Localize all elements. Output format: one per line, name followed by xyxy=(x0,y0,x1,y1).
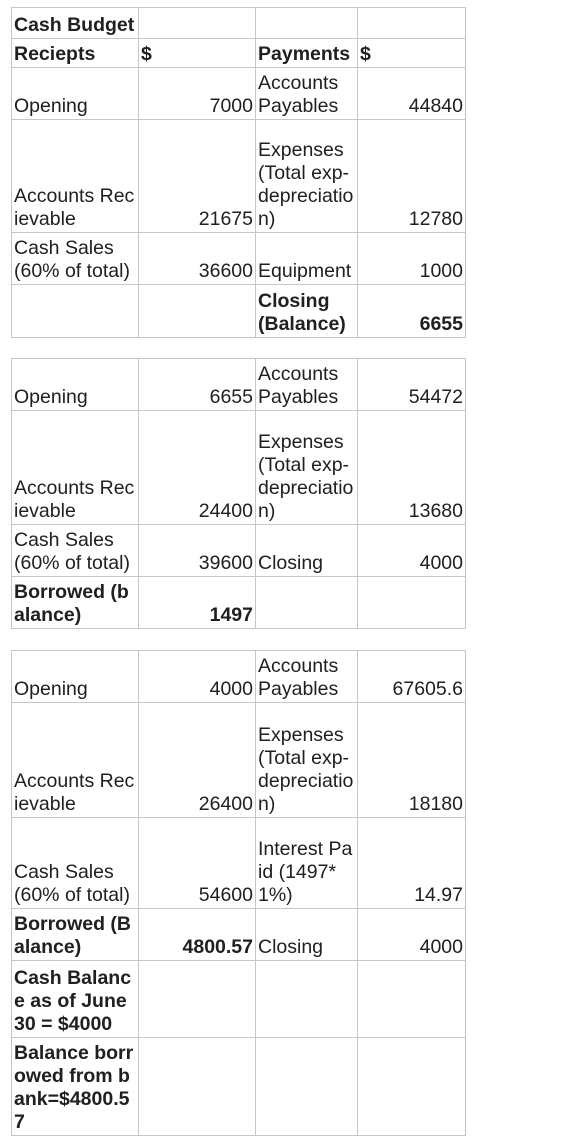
table-row xyxy=(12,525,466,577)
cell[interactable]: Accounts Payables xyxy=(256,68,358,120)
cell[interactable]: 1000 xyxy=(358,233,466,285)
table-row xyxy=(12,359,466,411)
cell[interactable]: 7000 xyxy=(139,68,256,120)
cell[interactable]: 12780 xyxy=(358,120,466,233)
table-row xyxy=(12,285,466,338)
cell[interactable]: Balance borrowed from bank=$4800.57 xyxy=(12,1038,139,1136)
cell[interactable]: Cash Budget xyxy=(12,8,139,39)
cell[interactable]: 4800.57 xyxy=(139,909,256,961)
cell[interactable]: 4000 xyxy=(358,525,466,577)
cell[interactable]: 14.97 xyxy=(358,818,466,909)
cell[interactable]: $ xyxy=(358,39,466,68)
table-row xyxy=(12,961,466,1038)
table-row xyxy=(12,8,466,39)
cell[interactable] xyxy=(139,1038,256,1136)
cell[interactable]: Cash Sales (60% of total) xyxy=(12,818,139,909)
cell[interactable] xyxy=(358,8,466,39)
cell[interactable]: Accounts Payables xyxy=(256,651,358,703)
cell[interactable] xyxy=(139,8,256,39)
cell[interactable]: Expenses (Total exp-depreciation) xyxy=(256,703,358,818)
cell[interactable]: 4000 xyxy=(358,909,466,961)
table-row xyxy=(12,909,466,961)
cell[interactable] xyxy=(256,961,358,1038)
cell[interactable]: Closing xyxy=(256,525,358,577)
table-row xyxy=(12,651,466,703)
cell[interactable]: Opening xyxy=(12,68,139,120)
table-row xyxy=(12,703,466,818)
cell[interactable]: 6655 xyxy=(358,285,466,338)
cell[interactable]: 44840 xyxy=(358,68,466,120)
cell[interactable] xyxy=(139,285,256,338)
cell[interactable]: Equipment xyxy=(256,233,358,285)
table-row xyxy=(12,818,466,909)
cell[interactable] xyxy=(256,1038,358,1136)
table-row xyxy=(12,120,466,233)
cell[interactable]: Accounts Payables xyxy=(256,359,358,411)
cell[interactable] xyxy=(358,577,466,629)
cell[interactable]: $ xyxy=(139,39,256,68)
cell[interactable] xyxy=(256,8,358,39)
cell[interactable]: 24400 xyxy=(139,411,256,525)
cell[interactable]: 26400 xyxy=(139,703,256,818)
cell[interactable]: 54600 xyxy=(139,818,256,909)
cell[interactable]: Opening xyxy=(12,359,139,411)
cell[interactable]: Expenses (Total exp-depreciation) xyxy=(256,120,358,233)
cell[interactable]: Interest Paid (1497*1%) xyxy=(256,818,358,909)
cell[interactable]: Accounts Recievable xyxy=(12,703,139,818)
cell[interactable]: Payments xyxy=(256,39,358,68)
cell[interactable]: 36600 xyxy=(139,233,256,285)
cell[interactable] xyxy=(139,961,256,1038)
cell[interactable]: 21675 xyxy=(139,120,256,233)
cell[interactable]: Borrowed (Balance) xyxy=(12,909,139,961)
cell[interactable]: 13680 xyxy=(358,411,466,525)
cell[interactable]: 1497 xyxy=(139,577,256,629)
table-row xyxy=(12,39,466,68)
table-row xyxy=(12,1038,466,1136)
cell[interactable]: 4000 xyxy=(139,651,256,703)
cash-budget-table-2 xyxy=(11,358,466,629)
cell[interactable]: 54472 xyxy=(358,359,466,411)
cell[interactable]: Closing (Balance) xyxy=(256,285,358,338)
cell[interactable]: Closing xyxy=(256,909,358,961)
cell[interactable] xyxy=(358,1038,466,1136)
cell[interactable]: Accounts Recievable xyxy=(12,411,139,525)
cell[interactable] xyxy=(358,961,466,1038)
table-row xyxy=(12,577,466,629)
cell[interactable]: Accounts Recievable xyxy=(12,120,139,233)
cell[interactable] xyxy=(256,577,358,629)
cell[interactable]: Cash Balance as of June 30 = $4000 xyxy=(12,961,139,1038)
cell[interactable]: Borrowed (balance) xyxy=(12,577,139,629)
cell[interactable] xyxy=(12,285,139,338)
cash-budget-table-3 xyxy=(11,650,466,1136)
table-row xyxy=(12,68,466,120)
cell[interactable]: Cash Sales (60% of total) xyxy=(12,233,139,285)
cell[interactable]: Reciepts xyxy=(12,39,139,68)
cell[interactable]: 6655 xyxy=(139,359,256,411)
cell[interactable]: Expenses (Total exp-depreciation) xyxy=(256,411,358,525)
cell[interactable]: 18180 xyxy=(358,703,466,818)
cell[interactable]: Opening xyxy=(12,651,139,703)
table-row xyxy=(12,233,466,285)
table-row xyxy=(12,411,466,525)
cash-budget-table-1 xyxy=(11,7,466,338)
cell[interactable]: Cash Sales (60% of total) xyxy=(12,525,139,577)
cell[interactable]: 39600 xyxy=(139,525,256,577)
cell[interactable]: 67605.6 xyxy=(358,651,466,703)
